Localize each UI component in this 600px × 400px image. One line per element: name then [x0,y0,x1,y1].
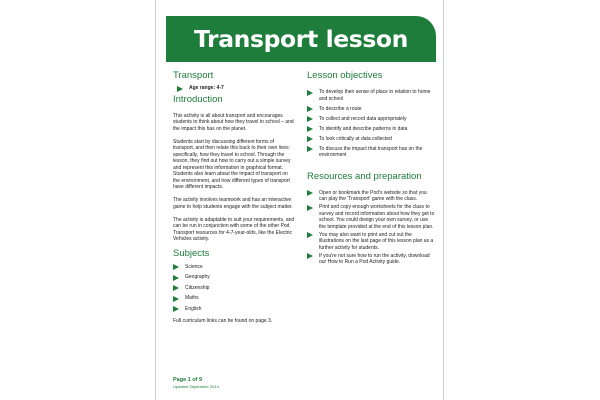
arrow-bullet-icon [307,116,313,122]
list-item [307,204,435,230]
list-item [307,89,435,102]
left-column [173,70,295,325]
objective-text: To discuss the impact that transport has on the environment [319,145,423,158]
updated-date: Updated September 2014 [173,384,219,389]
resource-text: If you're not sure how to run the activity, download our How to Run a Pod Activity guide. [319,252,430,265]
subject-label: English [185,305,202,312]
subject-label: Maths [185,295,199,301]
arrow-bullet-icon [307,106,313,112]
list-item [173,306,295,313]
intro-paragraph: The activity involves teamwork and has an interactive game to help students engage with the subject matter. [173,197,293,210]
page-number: Page 1 of 9 [173,377,203,383]
list-item [173,285,295,292]
list-item [307,136,435,143]
arrow-bullet-icon [173,264,179,270]
arrow-bullet-icon [173,275,179,281]
resources-heading: Resources and preparation [307,170,422,182]
objective-text: To look critically at data collected [319,135,392,142]
arrow-bullet-icon [173,306,179,312]
intro-paragraph: The activity is adaptable to suit your requirements, and can be run in conjunction with some of the other Pod Transport resources for 4-7-year-olds, like the Electric Vehicles activity. [173,216,295,242]
resource-text: You may also want to print and cut out the illustrations on the last page of this lesson plan as a further activity for students. [319,231,434,251]
list-item [307,190,435,203]
arrow-bullet-icon [307,126,313,132]
objective-text: To describe a route [319,105,362,112]
objective-text: To develop their sense of place in relation to home and school [319,89,431,102]
objectives-heading: Lesson objectives [307,70,383,81]
subject-label: Geography [185,274,210,280]
page-title: Transport lesson plan [193,25,409,99]
list-item [307,126,435,133]
arrow-bullet-icon [307,136,313,142]
resource-text: Print and copy enough worksheets for the class to survey and record information about how they get to school. You could design your own survey, or use the template provided at the end of this lesson plan. [319,204,435,230]
page-footer [173,377,219,390]
list-item [173,274,295,281]
list-item [173,295,295,302]
subjects-list [173,264,295,313]
list-item [307,253,435,266]
subject-label: Citizenship [185,284,210,291]
resource-text: Open or bookmark the Pod's website so that you can play the 'Transport' game with the class. [319,189,427,202]
resources-list [307,190,435,266]
objective-text: To collect and record data appropriately [319,115,407,122]
list-item [173,264,295,271]
right-column [307,70,435,267]
introduction-heading: Introduction [173,93,223,105]
transport-heading: Transport [173,70,214,81]
arrow-bullet-icon [307,205,313,211]
objectives-list [307,89,435,159]
objective-text: To identify and describe patterns in data [319,125,408,132]
document-page [155,0,444,400]
list-item [307,146,435,159]
age-range-item [177,85,295,92]
arrow-bullet-icon [307,146,313,152]
arrow-bullet-icon [307,190,313,196]
list-item [307,106,435,113]
arrow-bullet-icon [177,86,183,92]
arrow-bullet-icon [173,296,179,302]
arrow-bullet-icon [173,285,179,291]
subject-label: Science [185,263,203,270]
arrow-bullet-icon [307,90,313,96]
list-item [307,232,435,252]
age-range: Age range: 4-7 [189,85,224,91]
subjects-heading: Subjects [173,247,210,259]
intro-paragraph: Students start by discussing different forms of transport, and then relate this back to their own lives: specifically, how they travel to school. Through the lesson, they find out how to carry out a simple survey and represent this information in graphical format. Students also learn about the impact of transport on the environment, and how different types of transport have different impacts. [173,138,291,190]
list-item [307,116,435,123]
curriculum-note: Full curriculum links can be found on page 3. [173,318,273,324]
intro-paragraph: This activity is all about transport and encourages students to think about how they travel to school – and the impact this has on the planet. [173,112,294,132]
arrow-bullet-icon [307,232,313,238]
arrow-bullet-icon [307,253,313,259]
